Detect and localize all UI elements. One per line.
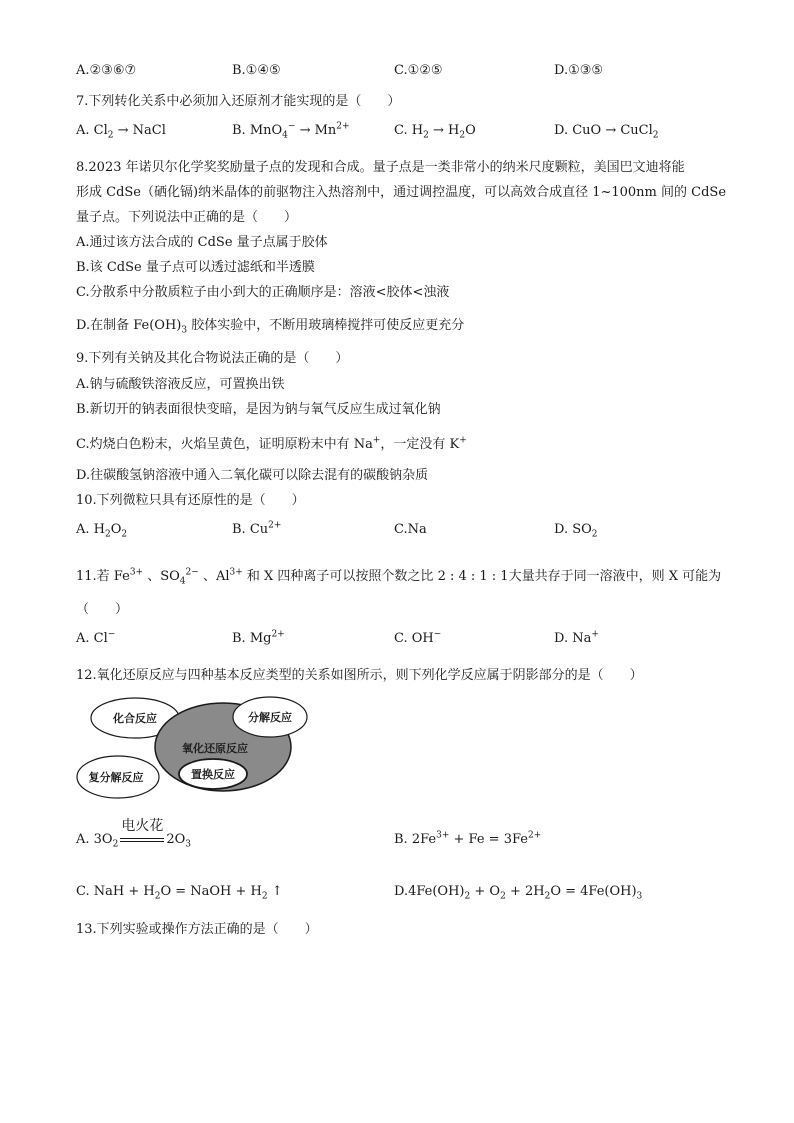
q10-option-d: D. $SO_2$ (554, 522, 598, 540)
q7-stem: 7.下列转化关系中必须加入还原剂才能实现的是（ ） (76, 94, 401, 109)
electric-spark-arrow: 电火花 (118, 832, 166, 847)
q7-option-d: D. CuO → CuCl$_2$ (554, 123, 659, 141)
q11-option-a: A. Cl− (76, 629, 116, 646)
q8-option-c: C.分散系中分散质粒子由小到大的正确顺序是：溶液<胶体<浊液 (76, 285, 450, 300)
q7-option-b: B. $MnO_4^- \to Mn^{2+}$ (232, 121, 350, 141)
q9-option-b: B.新切开的钠表面很快变暗，是因为钠与氧气反应生成过氧化钠 (76, 402, 441, 417)
q9-option-a: A.钠与硫酸铁溶液反应，可置换出铁 (76, 377, 285, 392)
q12-stem: 12.氧化还原反应与四种基本反应类型的关系如图所示，则下列化学反应属于阴影部分的是（ ） (76, 668, 643, 683)
double-decomposition-label: 复分解反应 (88, 771, 144, 784)
q11-stem: 11.若 $Fe^{3+}$ 、$SO_4^{2-}$ 、$Al^{3+}$ 和 X 四种离子可以按照个数之比 2 : 4 : 1 : 1大量共存于同一溶液中，则 X 可能为 (76, 567, 722, 587)
q12-option-c: C. NaH + $H_2O$ = NaOH + $H_2$ ↑ (76, 884, 283, 902)
decomposition-label: 分解反应 (248, 711, 292, 724)
q9-stem: 9.下列有关钠及其化合物说法正确的是（ ） (76, 351, 349, 366)
replacement-label: 置换反应 (191, 768, 235, 781)
prev-option-a: A.②③⑥⑦ (76, 63, 137, 78)
reaction-types-venn-diagram (72, 695, 324, 800)
q8-option-b: B.该 CdSe 量子点可以透过滤纸和半透膜 (76, 260, 315, 275)
redox-label: 氧化还原反应 (182, 742, 248, 755)
q8-option-a: A.通过该方法合成的 CdSe 量子点属于胶体 (76, 235, 328, 250)
q11-option-c: C. OH− (394, 629, 442, 646)
q12-option-d: $D.4Fe(OH)_2 + O_2 + 2H_2O = 4Fe(OH)_3$ (394, 884, 643, 902)
q9-option-d: D.往碳酸氢钠溶液中通入二氧化碳可以除去混有的碳酸钠杂质 (76, 468, 429, 483)
q13-stem: 13.下列实验或操作方法正确的是（ ） (76, 922, 318, 937)
q10-stem: 10.下列微粒只具有还原性的是（ ） (76, 493, 305, 508)
q8-line-3: 量子点。下列说法中正确的是（ ） (76, 210, 298, 225)
q9-option-c: C.灼烧白色粉末，火焰呈黄色，证明原粉末中有 Na+，一定没有 K+ (76, 435, 467, 452)
q11-option-b: B. $Mg^{2+}$ (232, 629, 285, 646)
q7-option-c: C. $H_2 \to H_2O$ (394, 123, 476, 141)
q11-option-d: D. Na+ (554, 629, 599, 646)
q8-option-d: D.在制备 $Fe(OH)_3$ 胶体实验中，不断用玻璃棒搅拌可使反应更充分 (76, 318, 465, 336)
q12-option-b: B. $2Fe^{3+} + Fe = 3Fe^{2+}$ (394, 830, 542, 847)
prev-option-d: D.①③⑤ (554, 63, 604, 78)
prev-option-b: B.①④⑤ (232, 63, 281, 78)
q10-option-c: C.Na (394, 522, 427, 537)
q12-option-a: A. $3O_2$ 电火花 $2O_3$ (76, 818, 191, 850)
prev-option-c: C.①②⑤ (394, 63, 443, 78)
q7-option-a: A. $Cl_2$ → NaCl (76, 123, 166, 141)
q10-option-b: B. $Cu^{2+}$ (232, 520, 282, 537)
q8-line-2: 形成 CdSe（硒化镉)纳米晶体的前驱物注入热溶剂中，通过调控温度，可以高效合成直径 1~100nm 间的 CdSe (76, 185, 727, 200)
q8-line-1: 8.2023 年诺贝尔化学奖奖励量子点的发现和合成。量子点是一类非常小的纳米尺度颗粒，美国巴文迪将能 (76, 160, 685, 175)
q10-option-a: A. $H_2O_2$ (76, 522, 128, 540)
venn-svg (72, 695, 324, 800)
combination-label: 化合反应 (113, 712, 157, 725)
q11-stem-line-2: （ ） (76, 602, 129, 617)
